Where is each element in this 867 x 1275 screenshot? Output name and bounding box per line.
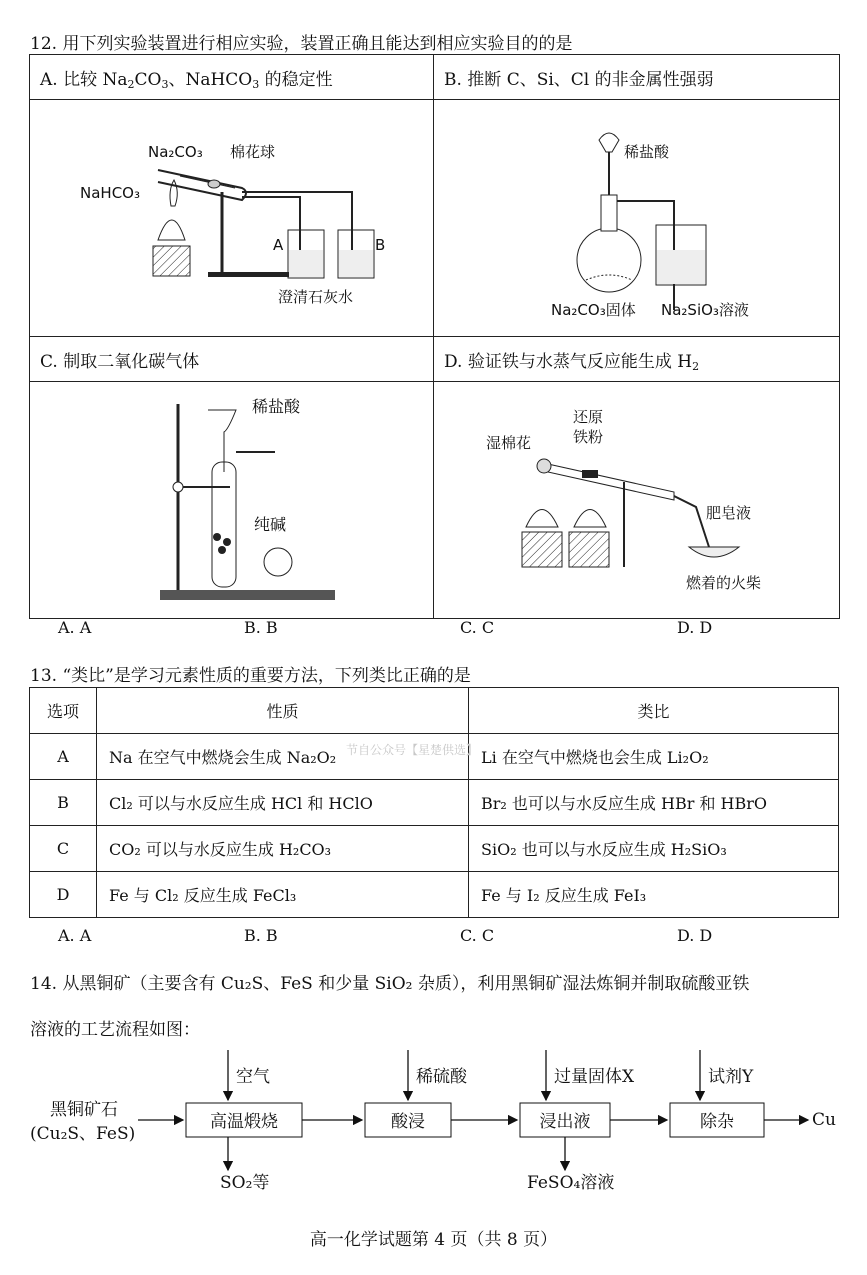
watermark: 节自公众号【星楚供选】 xyxy=(346,743,479,757)
q12-option-d[interactable]: D. D xyxy=(677,618,713,637)
row-analogy: SiO₂ 也可以与水反应生成 H₂SiO₃ xyxy=(469,826,839,872)
output-so2: SO₂等 xyxy=(220,1173,270,1193)
outer-tube xyxy=(158,170,246,200)
figure-c-apparatus xyxy=(30,382,433,613)
text: 的稳定性 xyxy=(259,69,333,90)
label-iron-2: 铁粉 xyxy=(573,428,604,446)
text: 、NaHCO xyxy=(168,69,253,90)
header-property: 性质 xyxy=(97,688,469,734)
label-nahco3: NaHCO₃ xyxy=(80,184,140,202)
sub: 2 xyxy=(127,77,135,91)
q12-option-c[interactable]: C. C xyxy=(460,618,495,637)
clamp-joint xyxy=(173,482,183,492)
burner-base xyxy=(153,246,190,276)
row-option: A xyxy=(30,734,97,780)
option-a-text: A. 比较 Na xyxy=(40,69,128,90)
row-property: Cl₂ 可以与水反应生成 HCl 和 HClO xyxy=(97,780,469,826)
input-air: 空气 xyxy=(236,1067,270,1087)
row-analogy: Fe 与 I₂ 反应生成 FeI₃ xyxy=(469,872,839,918)
figure-b-apparatus xyxy=(434,100,839,331)
option-c-header: C. 制取二氧化碳气体 xyxy=(30,337,434,382)
header-analogy: 类比 xyxy=(469,688,839,734)
evaporating-dish xyxy=(689,547,739,557)
figure-a-cell xyxy=(30,100,434,337)
step-acid-leach: 酸浸 xyxy=(391,1112,425,1132)
step-leachate: 浸出液 xyxy=(539,1112,591,1132)
output-feso4: FeSO₄溶液 xyxy=(527,1173,615,1193)
outlet-tube xyxy=(674,496,709,547)
row-option: C xyxy=(30,826,97,872)
label-soap: 肥皂液 xyxy=(706,504,752,522)
alcohol-lamp-2 xyxy=(574,510,606,528)
raw-ore-formula: (Cu₂S、FeS) xyxy=(30,1124,136,1144)
input-solid-x: 过量固体X xyxy=(554,1067,635,1087)
soda-lump xyxy=(223,538,231,546)
label-limewater: 澄清石灰水 xyxy=(278,288,354,306)
label-soda: 纯碱 xyxy=(254,515,287,534)
label-wet-cotton: 湿棉花 xyxy=(486,434,532,452)
q12-option-a[interactable]: A. A xyxy=(58,618,92,637)
label-beaker-b: B xyxy=(375,236,386,254)
flask-neck xyxy=(601,195,617,231)
label-acid: 稀盐酸 xyxy=(252,397,301,416)
raw-ore-label: 黑铜矿石 xyxy=(50,1100,118,1120)
figure-a-apparatus xyxy=(30,100,433,331)
option-a-header xyxy=(30,55,434,100)
sub: 3 xyxy=(252,77,260,91)
soda-lump xyxy=(213,533,221,541)
separatory-funnel xyxy=(599,133,619,152)
round-flask xyxy=(577,228,641,292)
q13-option-d[interactable]: D. D xyxy=(677,926,713,945)
row-option: D xyxy=(30,872,97,918)
inner-tube xyxy=(180,176,235,188)
label-solution: Na₂SiO₃溶液 xyxy=(661,301,749,319)
figure-d-apparatus xyxy=(434,382,839,613)
cotton-ball xyxy=(208,180,220,188)
label-na2co3: Na₂CO₃ xyxy=(148,143,203,161)
option-d-header xyxy=(434,337,840,382)
question-13-title: 13. “类比”是学习元素性质的重要方法，下列类比正确的是 xyxy=(30,666,471,686)
alcohol-lamp-1 xyxy=(526,510,558,528)
q12-option-b[interactable]: B. B xyxy=(244,618,278,637)
process-flow-diagram xyxy=(0,1040,867,1200)
label-acid: 稀盐酸 xyxy=(624,143,670,161)
figure-d-cell xyxy=(434,382,840,619)
label-match: 燃着的火柴 xyxy=(686,574,762,592)
input-reagent-y: 试剂Y xyxy=(708,1067,754,1087)
row-property: Fe 与 Cl₂ 反应生成 FeCl₃ xyxy=(97,872,469,918)
alcohol-lamp xyxy=(158,220,185,240)
text: CO xyxy=(134,69,162,90)
step-purify: 除杂 xyxy=(700,1112,734,1132)
figure-c-cell xyxy=(30,382,434,619)
sub: 3 xyxy=(161,77,169,91)
limewater-a xyxy=(289,250,323,277)
limewater-b xyxy=(339,250,373,277)
row-analogy: Br₂ 也可以与水反应生成 HBr 和 HBrO xyxy=(469,780,839,826)
q13-option-c[interactable]: C. C xyxy=(460,926,495,945)
input-sulfuric-acid: 稀硫酸 xyxy=(416,1067,467,1087)
q12-apparatus-table xyxy=(29,54,840,619)
product-cu: Cu xyxy=(812,1110,836,1130)
stand-base xyxy=(208,272,292,277)
option-b-header: B. 推断 C、Si、Cl 的非金属性强弱 xyxy=(434,55,840,100)
funnel xyxy=(208,410,236,472)
stand-base xyxy=(160,590,335,600)
test-tube xyxy=(212,462,236,587)
step-roasting: 高温煅烧 xyxy=(210,1112,278,1132)
q13-analogy-table xyxy=(29,687,839,918)
soda-lump xyxy=(218,546,226,554)
label-beaker-a: A xyxy=(273,236,284,254)
q13-option-b[interactable]: B. B xyxy=(244,926,278,945)
question-12-title: 12. 用下列实验装置进行相应实验，装置正确且能达到相应实验目的的是 xyxy=(30,34,573,54)
label-iron-1: 还原 xyxy=(573,408,604,426)
solid-na2co3 xyxy=(586,275,632,280)
figure-b-cell xyxy=(434,100,840,337)
iron-powder xyxy=(582,470,598,478)
row-property: CO₂ 可以与水反应生成 H₂CO₃ xyxy=(97,826,469,872)
burner-base-1 xyxy=(522,532,562,567)
q13-option-a[interactable]: A. A xyxy=(58,926,92,945)
question-14-title-line2: 溶液的工艺流程如图： xyxy=(30,1020,200,1040)
sub: 2 xyxy=(692,359,700,373)
row-option: B xyxy=(30,780,97,826)
question-14-title-line1: 14. 从黑铜矿（主要含有 Cu₂S、FeS 和少量 SiO₂ 杂质），利用黑铜矿湿法炼铜并制取硫酸亚铁 xyxy=(30,974,750,994)
page-footer: 高一化学试题第 4 页（共 8 页） xyxy=(309,1230,558,1250)
na2sio3-solution xyxy=(657,250,705,284)
perforated-plate xyxy=(264,548,292,576)
burner-base-2 xyxy=(569,532,609,567)
reaction-tube xyxy=(539,462,674,500)
label-solid: Na₂CO₃固体 xyxy=(551,301,636,319)
label-cotton: 棉花球 xyxy=(230,143,276,161)
wet-cotton xyxy=(537,459,551,473)
header-option: 选项 xyxy=(30,688,97,734)
row-property: Na 在空气中燃烧会生成 Na₂O₂ xyxy=(97,734,469,780)
row-analogy: Li 在空气中燃烧也会生成 Li₂O₂ xyxy=(469,734,839,780)
text: D. 验证铁与水蒸气反应能生成 H xyxy=(444,351,693,372)
